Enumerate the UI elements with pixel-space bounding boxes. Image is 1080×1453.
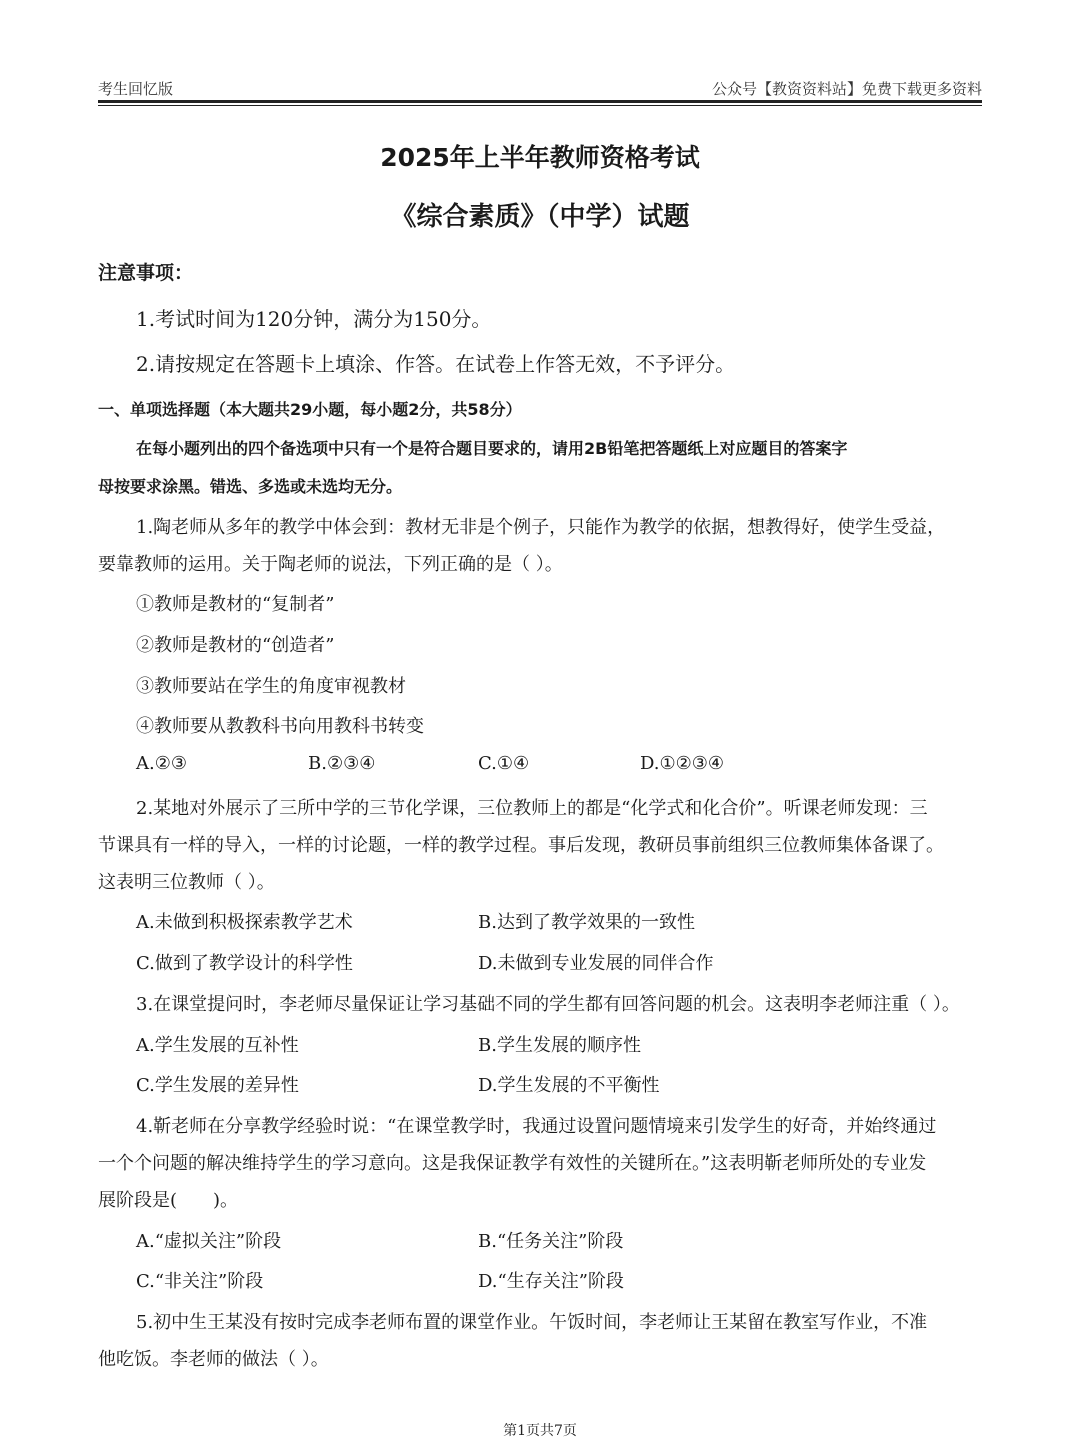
header-left: 考生回忆版	[98, 80, 174, 98]
option-b: B.“任务关注”阶段	[478, 1231, 624, 1252]
page-number: 第1页共7页	[503, 1423, 577, 1439]
question-stem: 要靠教师的运用。关于陶老师的说法，下列正确的是（ ）。	[98, 554, 563, 575]
notice-item: 2.请按规定在答题卡上填涂、作答。在试卷上作答无效，不予评分。	[136, 352, 736, 376]
option-c: C.①④	[478, 753, 530, 774]
option-b: B.学生发展的顺序性	[478, 1035, 641, 1056]
option-b: B.达到了教学效果的一致性	[478, 912, 695, 933]
question-stem: 展阶段是( )。	[98, 1190, 239, 1211]
notice-item: 1.考试时间为120分钟，满分为150分。	[136, 307, 492, 331]
question-stem: 一个个问题的解决维持学生的学习意向。这是我保证教学有效性的关键所在。”这表明靳老师所处的专业发	[98, 1153, 927, 1174]
question-stem: 他吃饭。李老师的做法（ ）。	[98, 1349, 329, 1370]
section-instructions: 在每小题列出的四个备选项中只有一个是符合题目要求的，请用2B铅笔把答题纸上对应题目的答案字	[136, 439, 848, 458]
question-stem: 5.初中生王某没有按时完成李老师布置的课堂作业。午饭时间，李老师让王某留在教室写作业，不准	[136, 1312, 928, 1333]
question-statement: ③教师要站在学生的角度审视教材	[136, 676, 406, 697]
option-c: C.学生发展的差异性	[136, 1075, 299, 1096]
exam-subtitle: 《综合素质》（中学）试题	[390, 202, 690, 232]
question-statement: ④教师要从教教科书向用教科书转变	[136, 716, 424, 737]
question-stem: 3.在课堂提问时，李老师尽量保证让学习基础不同的学生都有回答问题的机会。这表明李老师注重（ ）。	[136, 994, 960, 1015]
header-rule-thin	[98, 105, 982, 106]
option-d: D.学生发展的不平衡性	[478, 1075, 660, 1096]
section-instructions: 母按要求涂黑。错选、多选或未选均无分。	[98, 477, 403, 496]
question-stem: 4.靳老师在分享教学经验时说：“在课堂教学时，我通过设置问题情境来引发学生的好奇，并始终通过	[136, 1116, 937, 1137]
question-statement: ②教师是教材的“创造者”	[136, 635, 335, 656]
header-right: 公众号【教资资料站】免费下载更多资料	[711, 80, 982, 98]
option-a: A.未做到积极探索教学艺术	[136, 912, 353, 933]
question-stem: 节课具有一样的导入，一样的讨论题，一样的教学过程。事后发现，教研员事前组织三位教师集体备课了。	[98, 835, 944, 856]
section-heading: 一、单项选择题（本大题共29小题，每小题2分，共58分）	[98, 400, 522, 419]
question-statement: ①教师是教材的“复制者”	[136, 594, 335, 615]
option-d: D.“生存关注”阶段	[478, 1271, 624, 1292]
exam-title: 2025年上半年教师资格考试	[380, 143, 700, 172]
option-c: C.“非关注”阶段	[136, 1271, 264, 1292]
header-rule-thick	[98, 100, 982, 103]
question-stem: 1.陶老师从多年的教学中体会到：教材无非是个例子，只能作为教学的依据，想教得好，使学生受益，	[136, 517, 946, 538]
option-d: D.未做到专业发展的同伴合作	[478, 953, 714, 974]
question-stem: 这表明三位教师（ ）。	[98, 872, 275, 893]
notice-title: 注意事项：	[98, 262, 194, 284]
option-b: B.②③④	[308, 753, 376, 774]
option-a: A.②③	[136, 753, 187, 774]
page-header	[98, 78, 982, 100]
option-a: A.学生发展的互补性	[136, 1035, 299, 1056]
option-a: A.“虚拟关注”阶段	[136, 1231, 282, 1252]
question-stem: 2.某地对外展示了三所中学的三节化学课，三位教师上的都是“化学式和化合价”。听课老师发现：三	[136, 798, 928, 819]
option-d: D.①②③④	[640, 753, 725, 774]
option-c: C.做到了教学设计的科学性	[136, 953, 353, 974]
